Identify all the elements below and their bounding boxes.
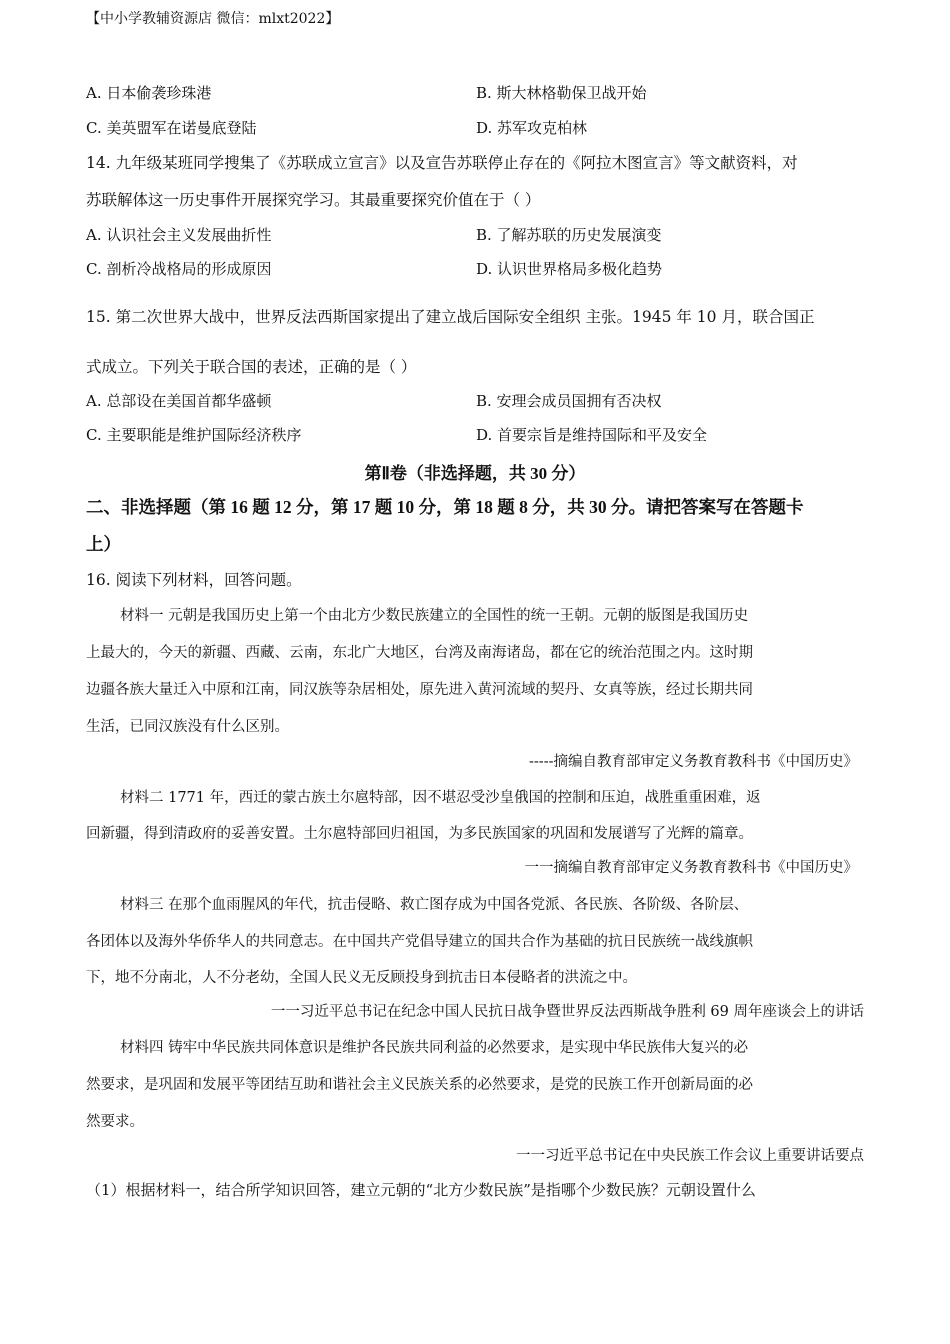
material-two-line1: 材料二 1771 年，西迁的蒙古族土尔扈特部，因不堪忍受沙皇俄国的控制和压迫，战胜重重困难，返 <box>120 790 761 806</box>
q13-option-b: B. 斯大林格勒保卫战开始 <box>476 84 647 102</box>
q16-intro: 16. 阅读下列材料，回答问题。 <box>86 571 302 589</box>
material-one-line4: 生活，已同汉族没有什么区别。 <box>86 719 289 735</box>
material-three-line1: 材料三 在那个血雨腥风的年代，抗击侵略、救亡图存成为中国各党派、各民族、各阶级、各阶层、 <box>120 897 749 913</box>
q14-option-d: D. 认识世界格局多极化趋势 <box>476 260 663 278</box>
material-one-line2: 上最大的，今天的新疆、西藏、云南，东北广大地区，台湾及南海诸岛，都在它的统治范围之内。这时期 <box>86 645 753 661</box>
material-three-line3: 下，地不分南北，人不分老幼，全国人民义无反顾投身到抗击日本侵略者的洪流之中。 <box>86 970 637 986</box>
q14-option-a: A. 认识社会主义发展曲折性 <box>86 226 272 244</box>
q14-option-b: B. 了解苏联的历史发展演变 <box>476 226 662 244</box>
material-three-source: 一一习近平总书记在纪念中国人民抗日战争暨世界反法西斯战争胜利 69 周年座谈会上的讲话 <box>270 1004 864 1020</box>
material-four-line1: 材料四 铸牢中华民族共同体意识是维护各民族共同利益的必然要求，是实现中华民族伟大复兴的必 <box>120 1040 749 1056</box>
q14-option-c: C. 剖析冷战格局的形成原因 <box>86 260 272 278</box>
q15-option-c: C. 主要职能是维护国际经济秩序 <box>86 426 302 444</box>
material-one-line1: 材料一 元朝是我国历史上第一个由北方少数民族建立的全国性的统一王朝。元朝的版图是我国历史 <box>120 608 749 624</box>
material-two-line2: 回新疆，得到清政府的妥善安置。土尔扈特部回归祖国，为多民族国家的巩固和发展谱写了光辉的篇章。 <box>86 826 753 842</box>
part-two-title: 第Ⅱ卷（非选择题，共 30 分） <box>364 464 586 483</box>
q15-option-d: D. 首要宗旨是维持国际和平及安全 <box>476 426 708 444</box>
material-four-source: 一一习近平总书记在中央民族工作会议上重要讲话要点 <box>516 1148 864 1164</box>
q16-subquestion-1: （1）根据材料一，结合所学知识回答，建立元朝的“北方少数民族”是指哪个少数民族？元朝设置什么 <box>86 1181 756 1199</box>
q14-stem-line1: 14. 九年级某班同学搜集了《苏联成立宣言》以及宣告苏联停止存在的《阿拉木图宣言》等文献资料，对 <box>86 154 798 172</box>
section-two-heading-line1: 二、非选择题（第 16 题 12 分，第 17 题 10 分，第 18 题 8 分，共 30 分。请把答案写在答题卡 <box>86 497 804 517</box>
q15-stem-line2: 式成立。下列关于联合国的表述，正确的是（ ） <box>86 358 417 376</box>
material-one-source: -----摘编自教育部审定义务教育教科书《中国历史》 <box>529 754 858 770</box>
material-two-source: 一一摘编自教育部审定义务教育教科书《中国历史》 <box>524 860 858 876</box>
q15-stem-line1: 15. 第二次世界大战中，世界反法西斯国家提出了建立战后国际安全组织 主张。1945 年 10 月，联合国正 <box>86 308 815 326</box>
material-three-line2: 各团体以及海外华侨华人的共同意志。在中国共产党倡导建立的国共合作为基础的抗日民族统一战线旗帜 <box>86 934 753 950</box>
q14-stem-line2: 苏联解体这一历史事件开展探究学习。其最重要探究价值在于（ ） <box>86 191 541 209</box>
page-header: 【中小学教辅资源店 微信：mlxt2022】 <box>86 11 340 27</box>
section-two-heading-line2: 上） <box>86 534 121 554</box>
material-four-line2: 然要求，是巩固和发展平等团结互助和谐社会主义民族关系的必然要求，是党的民族工作开创新局面的必 <box>86 1077 753 1093</box>
material-four-line3: 然要求。 <box>86 1114 144 1130</box>
q13-option-c: C. 美英盟军在诺曼底登陆 <box>86 119 257 137</box>
q15-option-a: A. 总部设在美国首都华盛顿 <box>86 392 272 410</box>
q13-option-a: A. 日本偷袭珍珠港 <box>86 84 212 102</box>
q13-option-d: D. 苏军攻克柏林 <box>476 119 588 137</box>
q15-option-b: B. 安理会成员国拥有否决权 <box>476 392 662 410</box>
material-one-line3: 边疆各族大量迁入中原和江南，同汉族等杂居相处，原先进入黄河流域的契丹、女真等族，经过长期共同 <box>86 682 753 698</box>
